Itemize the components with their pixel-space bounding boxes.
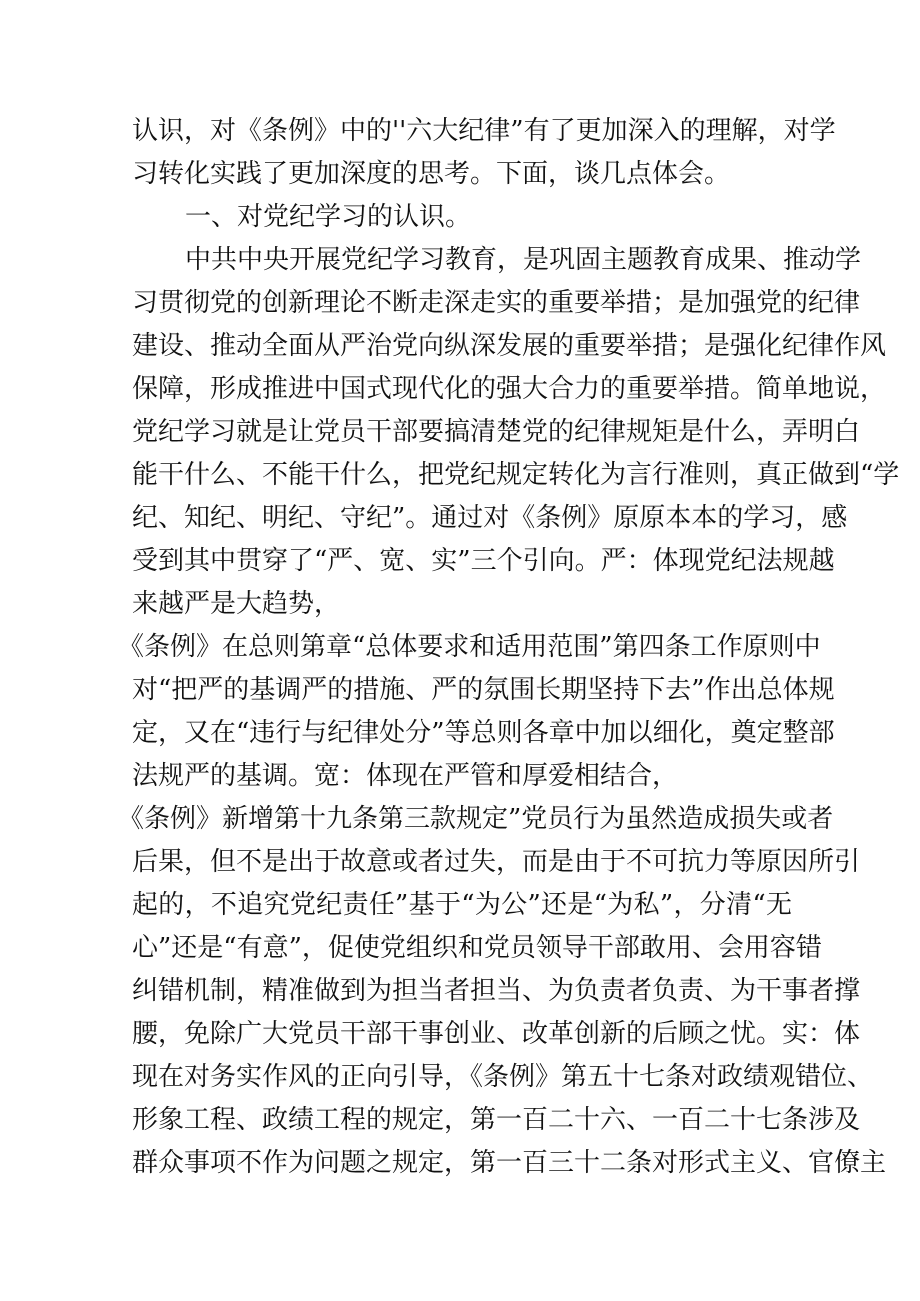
text-line-7: 党纪学习就是让党员干部要搞清楚党的纪律规矩是什么，弄明白 <box>132 417 861 447</box>
text-line-11: 来越严是大趋势， <box>132 589 341 619</box>
text-line-18: 起的，不追究党纪责任”基于“为公”还是“为私”，分清“无 <box>132 890 792 920</box>
text-line-12: 《条例》在总则第章“总体要求和适用范围”第四条工作原则中 <box>118 632 821 662</box>
text-line-14: 定，又在“违行与纪律处分”等总则各章中加以细化，奠定整部 <box>132 718 835 748</box>
text-line-9: 纪、知纪、明纪、守纪”。通过对《条例》原原本本的学习，感 <box>132 503 848 533</box>
text-line-15: 法规严的基调。宽：体现在严管和厚爱相结合， <box>132 761 679 791</box>
text-line-3: 中共中央开展党纪学习教育，是巩固主题教育成果、推动学 <box>185 245 862 275</box>
text-line-5: 建设、推动全面从严治党向纵深发展的重要举措；是强化纪律作风 <box>132 331 887 361</box>
text-line-19: 心”还是“有意”，促使党组织和党员领导干部敢用、会用容错 <box>132 933 822 963</box>
text-line-4: 习贯彻党的创新理论不断走深走实的重要举措；是加强党的纪律 <box>132 288 861 318</box>
text-line-10: 受到其中贯穿了“严、宽、实”三个引向。严：体现党纪法规越 <box>132 546 835 576</box>
text-line-8: 能干什么、不能干什么，把党纪规定转化为言行准则，真正做到“学 <box>132 460 900 490</box>
text-line-13: 对“把严的基调严的措施、严的氛围长期坚持下去”作出总体规 <box>132 675 835 705</box>
text-line-2: 习转化实践了更加深度的思考。下面，谈几点体会。 <box>132 159 731 189</box>
text-line-16: 《条例》新增第十九条第三款规定”党员行为虽然造成损失或者 <box>118 804 834 834</box>
text-line-17: 后果，但不是出于故意或者过失，而是由于不可抗力等原因所引 <box>132 847 861 877</box>
text-line-22: 现在对务实作风的正向引导，《条例》第五十七条对政绩观错位、 <box>132 1062 874 1092</box>
text-line-24: 群众事项不作为问题之规定，第一百三十二条对形式主义、官僚主 <box>132 1148 887 1178</box>
text-line-20: 纠错机制，精准做到为担当者担当、为负责者负责、为干事者撑 <box>132 976 861 1006</box>
text-line-6: 保障，形成推进中国式现代化的强大合力的重要举措。简单地说， <box>132 374 887 404</box>
text-line-21: 腰，免除广大党员干部干事创业、改革创新的后顾之忧。实：体 <box>132 1019 861 1049</box>
text-line-1: 认识，对《条例》中的''六大纪律”有了更加深入的理解，对学 <box>132 116 836 146</box>
section-heading: 一、对党纪学习的认识。 <box>185 202 472 232</box>
text-line-23: 形象工程、政绩工程的规定，第一百二十六、一百二十七条涉及 <box>132 1105 861 1135</box>
